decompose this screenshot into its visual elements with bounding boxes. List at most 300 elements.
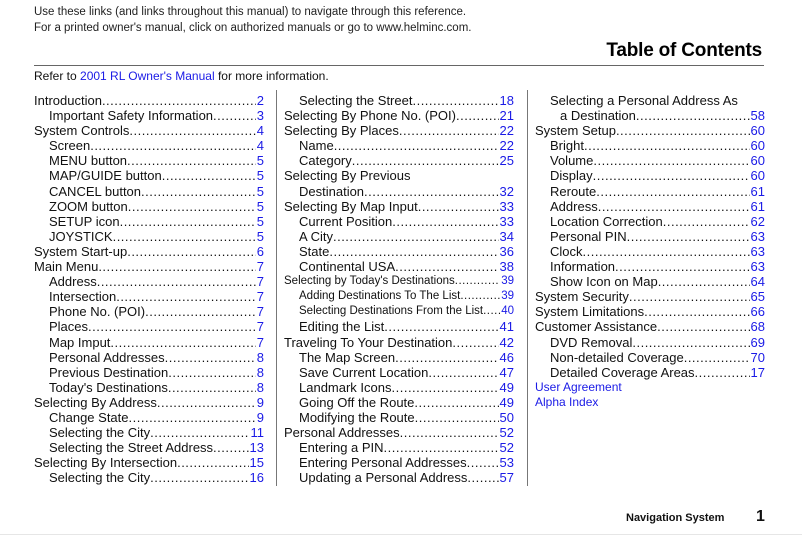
toc-entry-label: Selecting By Address bbox=[34, 394, 157, 410]
toc-entry-label: Selecting the Street bbox=[299, 93, 413, 108]
toc-entry[interactable] bbox=[34, 365, 264, 380]
dot-leader bbox=[395, 350, 498, 365]
dot-leader bbox=[127, 244, 256, 259]
toc-page-link[interactable]: 46 bbox=[499, 349, 514, 365]
toc-entry[interactable] bbox=[34, 440, 264, 455]
toc-page-link[interactable]: 53 bbox=[499, 455, 514, 471]
toc-entry-label: Map Imput bbox=[49, 334, 111, 350]
toc-entry-label: Selecting By Previous bbox=[284, 168, 411, 184]
toc-column-1 bbox=[34, 93, 264, 485]
toc-page-link[interactable]: 7 bbox=[256, 319, 264, 335]
toc-page-link[interactable]: 64 bbox=[750, 274, 765, 290]
dot-leader bbox=[414, 395, 498, 410]
toc-entry[interactable] bbox=[284, 410, 514, 425]
toc-entry-label: Bright bbox=[550, 138, 584, 154]
toc-entry-label: CANCEL button bbox=[49, 183, 142, 199]
toc-page-link[interactable]: 63 bbox=[750, 243, 765, 259]
toc-entry[interactable] bbox=[535, 350, 765, 365]
toc-entry-label: Screen bbox=[49, 138, 91, 154]
toc-entry-label: System Limitations bbox=[535, 304, 645, 320]
toc-entry[interactable] bbox=[34, 289, 264, 304]
toc-entry-label: DVD Removal bbox=[550, 334, 633, 350]
toc-entry-label: System Controls bbox=[34, 123, 130, 139]
dot-leader bbox=[695, 365, 750, 380]
extra-links bbox=[535, 380, 765, 410]
dot-leader bbox=[593, 153, 749, 168]
toc-page-link[interactable]: 66 bbox=[750, 304, 765, 320]
toc-entry-label: Updating a Personal Address bbox=[299, 470, 468, 486]
toc-entry[interactable] bbox=[34, 93, 264, 108]
refer-prefix: Refer to bbox=[34, 69, 81, 83]
toc-page-link[interactable]: 49 bbox=[499, 394, 514, 410]
dot-leader bbox=[113, 229, 256, 244]
toc-entry[interactable] bbox=[34, 470, 264, 485]
toc-entry-label: Current Position bbox=[299, 213, 393, 229]
toc-page-link[interactable]: 61 bbox=[750, 183, 765, 199]
toc-entry[interactable] bbox=[34, 214, 264, 229]
toc-page-link[interactable]: 41 bbox=[499, 319, 514, 335]
toc-page-link[interactable]: 22 bbox=[499, 138, 514, 154]
toc-page-link[interactable]: 25 bbox=[499, 153, 514, 169]
dot-leader bbox=[456, 108, 499, 123]
toc-page-link[interactable]: 7 bbox=[256, 289, 264, 305]
toc-entry-label: Non-detailed Coverage bbox=[550, 349, 684, 365]
toc-entry[interactable] bbox=[535, 335, 765, 350]
toc-entry[interactable] bbox=[284, 455, 514, 470]
toc-page-link[interactable]: 7 bbox=[256, 274, 264, 290]
owners-manual-link[interactable]: 2001 RL Owner's Manual bbox=[80, 69, 215, 83]
toc-page-link[interactable]: 40 bbox=[501, 305, 514, 318]
dot-leader bbox=[392, 380, 499, 395]
toc-page-link[interactable]: 61 bbox=[750, 198, 765, 214]
toc-page-link[interactable]: 21 bbox=[499, 108, 514, 124]
toc-entry-label: Personal Addresses bbox=[49, 349, 165, 365]
dot-leader bbox=[162, 168, 256, 183]
toc-entry-label: Show Icon on Map bbox=[550, 274, 658, 290]
toc-page-link[interactable]: 6 bbox=[256, 243, 264, 259]
toc-entry[interactable] bbox=[284, 395, 514, 410]
toc-page-link[interactable]: 4 bbox=[256, 138, 264, 154]
alpha-index-link[interactable]: Alpha Index bbox=[535, 394, 599, 409]
toc-page-link[interactable]: 22 bbox=[499, 123, 514, 139]
dot-leader bbox=[384, 440, 499, 455]
toc-entry[interactable] bbox=[535, 214, 765, 229]
toc-page-link[interactable]: 47 bbox=[499, 364, 514, 380]
toc-entry-label: Introduction bbox=[34, 93, 102, 108]
toc-entry[interactable] bbox=[535, 229, 765, 244]
dot-leader bbox=[636, 108, 750, 123]
toc-page-link[interactable]: 50 bbox=[499, 409, 514, 425]
dot-leader bbox=[593, 168, 750, 183]
toc-entry[interactable] bbox=[34, 153, 264, 168]
toc-entry-label: Volume bbox=[550, 153, 594, 169]
dot-leader bbox=[629, 289, 750, 304]
toc-entry[interactable] bbox=[34, 425, 264, 440]
toc-page-link[interactable]: 16 bbox=[249, 470, 264, 486]
toc-page-link[interactable]: 17 bbox=[750, 364, 765, 380]
toc-entry-label: Modifying the Route bbox=[299, 409, 415, 425]
toc-entry-label: Previous Destination bbox=[49, 364, 169, 380]
toc-entry-label: Location Correction bbox=[550, 213, 663, 229]
dot-leader bbox=[395, 259, 498, 274]
dot-leader bbox=[168, 365, 256, 380]
toc-entry[interactable] bbox=[284, 335, 514, 350]
dot-leader bbox=[110, 335, 255, 350]
toc-page-link[interactable]: 60 bbox=[750, 138, 765, 154]
toc-entry-label: Detailed Coverage Areas bbox=[550, 364, 695, 380]
toc-entry-label: Save Current Location bbox=[299, 364, 429, 380]
toc-entry-label: Display bbox=[550, 168, 593, 184]
toc-entry-label: Selecting a Personal Address As bbox=[550, 93, 738, 108]
toc-entry-label: ZOOM button bbox=[49, 198, 128, 214]
toc-entry[interactable] bbox=[34, 274, 264, 289]
dot-leader bbox=[90, 138, 256, 153]
toc-entry[interactable] bbox=[535, 123, 765, 138]
dot-leader bbox=[168, 380, 256, 395]
toc-page-link[interactable]: 69 bbox=[750, 334, 765, 350]
toc-entry-label: Phone No. (POI) bbox=[49, 304, 146, 320]
toc-page-link[interactable]: 60 bbox=[750, 153, 765, 169]
toc-page-link[interactable]: 5 bbox=[256, 153, 264, 169]
toc-entry-label: A City bbox=[299, 228, 333, 244]
toc-entry-label: Information bbox=[550, 259, 616, 275]
toc-entry-label: MENU button bbox=[49, 153, 128, 169]
toc-page-link[interactable]: 34 bbox=[499, 228, 514, 244]
dot-leader bbox=[145, 304, 256, 319]
toc-page-link[interactable]: 4 bbox=[256, 123, 264, 139]
dot-leader bbox=[88, 319, 256, 334]
toc-entry-label: Main Menu bbox=[34, 259, 99, 275]
toc-entry-label: The Map Screen bbox=[299, 349, 396, 365]
dot-leader bbox=[658, 274, 750, 289]
refer-suffix: for more information. bbox=[214, 69, 329, 83]
toc-entry[interactable] bbox=[34, 259, 264, 274]
toc-page-link[interactable]: 7 bbox=[256, 334, 264, 350]
dot-leader bbox=[428, 365, 498, 380]
toc-entry[interactable] bbox=[284, 153, 514, 168]
toc-page-link[interactable]: 68 bbox=[750, 319, 765, 335]
toc-entry[interactable] bbox=[284, 380, 514, 395]
toc-entry-label: Category bbox=[299, 153, 352, 169]
toc-entry-label: Selecting By Phone No. (POI) bbox=[284, 108, 456, 124]
dot-leader bbox=[584, 138, 750, 153]
toc-entry[interactable] bbox=[535, 304, 765, 319]
toc-entry[interactable] bbox=[34, 335, 264, 350]
refer-line bbox=[34, 68, 329, 84]
toc-entry[interactable] bbox=[34, 229, 264, 244]
toc-entry-label: SETUP icon bbox=[49, 213, 120, 229]
toc-entry-label: Selecting By Map Input bbox=[284, 198, 418, 214]
toc-column-2 bbox=[284, 93, 514, 485]
dot-leader bbox=[644, 304, 749, 319]
dot-leader bbox=[129, 410, 256, 425]
toc-entry[interactable] bbox=[34, 410, 264, 425]
toc-entry[interactable] bbox=[535, 259, 765, 274]
dot-leader bbox=[467, 470, 498, 485]
dot-leader bbox=[627, 229, 750, 244]
toc-entry[interactable] bbox=[284, 123, 514, 138]
user-agreement-link[interactable]: User Agreement bbox=[535, 379, 622, 394]
toc-page-link[interactable]: 5 bbox=[256, 228, 264, 244]
toc-entry-label: Traveling To Your Destination bbox=[284, 334, 453, 350]
dot-leader bbox=[615, 259, 749, 274]
dot-leader bbox=[598, 199, 750, 214]
toc-entry-label: System Security bbox=[535, 289, 629, 305]
toc-page-link[interactable]: 70 bbox=[750, 349, 765, 365]
dot-leader bbox=[127, 153, 256, 168]
toc-entry[interactable] bbox=[535, 365, 765, 380]
toc-page-link[interactable]: 8 bbox=[256, 349, 264, 365]
toc-entry[interactable] bbox=[284, 319, 514, 334]
toc-entry-label: MAP/GUIDE button bbox=[49, 168, 162, 184]
toc-page-link[interactable]: 7 bbox=[256, 304, 264, 320]
toc-entry[interactable] bbox=[34, 350, 264, 365]
toc-page-link[interactable]: 32 bbox=[499, 183, 514, 199]
column-divider bbox=[527, 90, 528, 486]
toc-entry-label: State bbox=[299, 243, 330, 259]
toc-entry-label: Landmark Icons bbox=[299, 379, 392, 395]
dot-leader bbox=[392, 214, 498, 229]
toc-page-link[interactable]: 36 bbox=[499, 243, 514, 259]
toc-page-link[interactable]: 38 bbox=[499, 259, 514, 275]
toc-entry[interactable] bbox=[284, 138, 514, 153]
toc-entry[interactable] bbox=[535, 289, 765, 304]
toc-entry-label: Customer Assistance bbox=[535, 319, 658, 335]
intro-line-2: For a printed owner's manual, click on authorized manuals or go to www.helminc.com. bbox=[34, 22, 472, 34]
toc-entry-label: Selecting By Intersection bbox=[34, 455, 178, 471]
toc-entry[interactable] bbox=[284, 184, 514, 199]
toc-entry[interactable] bbox=[34, 123, 264, 138]
toc-entry[interactable] bbox=[535, 274, 765, 289]
toc-page-link[interactable]: 2 bbox=[256, 93, 264, 108]
toc-entry[interactable] bbox=[284, 259, 514, 274]
dot-leader bbox=[467, 455, 499, 470]
dot-leader bbox=[157, 395, 256, 410]
toc-page-link[interactable]: 58 bbox=[750, 108, 765, 124]
dot-leader bbox=[129, 123, 255, 138]
toc-entry[interactable] bbox=[34, 380, 264, 395]
toc-page-link[interactable]: 5 bbox=[256, 213, 264, 229]
toc-entry[interactable] bbox=[535, 199, 765, 214]
dot-leader bbox=[460, 289, 500, 304]
toc-entry[interactable] bbox=[34, 455, 264, 470]
toc-page-link[interactable]: 11 bbox=[250, 425, 264, 441]
footer-page-number: 1 bbox=[756, 508, 765, 525]
toc-entry[interactable] bbox=[34, 138, 264, 153]
toc-entry[interactable] bbox=[535, 108, 765, 123]
toc-entry[interactable] bbox=[535, 168, 765, 183]
toc-entry-label: Address bbox=[550, 198, 598, 214]
page-title: Table of Contents bbox=[606, 40, 762, 61]
toc-entry-label: Name bbox=[299, 138, 334, 154]
toc-page-link[interactable]: 52 bbox=[499, 425, 514, 441]
toc-entry-label: Editing the List bbox=[299, 319, 385, 335]
toc-entry[interactable] bbox=[535, 184, 765, 199]
dot-leader bbox=[632, 335, 749, 350]
footer-label: Navigation System bbox=[626, 512, 725, 524]
toc-page-link[interactable]: 33 bbox=[499, 198, 514, 214]
toc-entry[interactable] bbox=[284, 93, 514, 108]
dot-leader bbox=[663, 214, 750, 229]
dot-leader bbox=[116, 289, 256, 304]
toc-entry-label: Important Safety Information bbox=[49, 108, 214, 124]
toc-entry-label: Entering Personal Addresses bbox=[299, 455, 467, 471]
toc-entry[interactable] bbox=[535, 244, 765, 259]
toc-entry[interactable] bbox=[284, 440, 514, 455]
toc-page-link[interactable]: 3 bbox=[256, 108, 264, 124]
toc-entry[interactable] bbox=[284, 274, 514, 289]
toc-entry[interactable] bbox=[284, 108, 514, 123]
toc-page-link[interactable]: 60 bbox=[750, 123, 765, 139]
toc-entry[interactable] bbox=[284, 350, 514, 365]
toc-entry-label: System Setup bbox=[535, 123, 616, 139]
intro-text bbox=[34, 4, 471, 36]
dot-leader bbox=[352, 153, 499, 168]
toc-page-link[interactable]: 39 bbox=[501, 290, 514, 303]
toc-entry[interactable] bbox=[34, 304, 264, 319]
toc-page-link[interactable]: 9 bbox=[256, 409, 264, 425]
toc-entry[interactable] bbox=[535, 319, 765, 334]
toc-entry-label: Entering a PIN bbox=[299, 440, 384, 456]
dot-leader bbox=[97, 274, 256, 289]
toc-page-link[interactable]: 60 bbox=[750, 168, 765, 184]
toc-entry[interactable] bbox=[34, 319, 264, 334]
toc-entry-label: Intersection bbox=[49, 289, 117, 305]
toc-entry[interactable] bbox=[284, 229, 514, 244]
dot-leader bbox=[412, 93, 498, 108]
toc-page-link[interactable]: 42 bbox=[499, 334, 514, 350]
dot-leader bbox=[684, 350, 750, 365]
toc-entry[interactable] bbox=[284, 244, 514, 259]
toc-page-link[interactable]: 7 bbox=[256, 259, 264, 275]
toc-page-link[interactable]: 63 bbox=[750, 259, 765, 275]
dot-leader bbox=[596, 184, 749, 199]
toc-entry-label: Selecting By Places bbox=[284, 123, 399, 139]
toc-entry[interactable] bbox=[284, 304, 514, 319]
toc-entry[interactable] bbox=[34, 199, 264, 214]
toc-entry[interactable] bbox=[284, 470, 514, 485]
toc-entry[interactable] bbox=[284, 365, 514, 380]
dot-leader bbox=[213, 440, 248, 455]
toc-entry-label: Destination bbox=[299, 183, 365, 199]
dot-leader bbox=[364, 184, 498, 199]
toc-entry[interactable] bbox=[34, 168, 264, 183]
toc-entry-label: Selecting the Street Address bbox=[49, 440, 214, 456]
toc-entry-label: Selecting by Today's Destinations bbox=[284, 275, 455, 288]
toc-entry-label: Places bbox=[49, 319, 89, 335]
toc-entry[interactable] bbox=[535, 153, 765, 168]
toc-page-link[interactable]: 49 bbox=[499, 379, 514, 395]
title-rule bbox=[34, 65, 764, 66]
toc-entry-label: Clock bbox=[550, 243, 583, 259]
toc-entry-label: a Destination bbox=[560, 108, 636, 124]
toc-entry[interactable] bbox=[284, 425, 514, 440]
column-divider bbox=[276, 90, 277, 486]
dot-leader bbox=[334, 138, 499, 153]
toc-entry bbox=[284, 168, 514, 183]
dot-leader bbox=[329, 244, 498, 259]
toc-entry[interactable] bbox=[284, 289, 514, 304]
toc-entry-label: JOYSTICK bbox=[49, 228, 113, 244]
toc-page-link[interactable]: 52 bbox=[499, 440, 514, 456]
dot-leader bbox=[213, 108, 256, 123]
dot-leader bbox=[400, 425, 499, 440]
toc-page-link[interactable]: 5 bbox=[256, 183, 264, 199]
toc-page-link[interactable]: 15 bbox=[249, 455, 264, 471]
dot-leader bbox=[399, 123, 499, 138]
dot-leader bbox=[150, 425, 249, 440]
toc-entry-label: Personal Addresses bbox=[284, 425, 400, 441]
toc-entry-label: Selecting Destinations From the List bbox=[299, 305, 484, 318]
toc-entry[interactable] bbox=[34, 108, 264, 123]
toc-entry-label: System Start-up bbox=[34, 243, 128, 259]
dot-leader bbox=[128, 199, 256, 214]
toc-entry-label: Selecting the City bbox=[49, 425, 151, 441]
dot-leader bbox=[102, 93, 256, 108]
toc-page-link[interactable]: 18 bbox=[499, 93, 514, 108]
toc-entry[interactable] bbox=[34, 244, 264, 259]
toc-entry bbox=[535, 93, 765, 108]
dot-leader bbox=[415, 410, 499, 425]
dot-leader bbox=[452, 335, 498, 350]
page-edge bbox=[0, 534, 802, 535]
toc-entry-label: Selecting the City bbox=[49, 470, 151, 486]
toc-page-link[interactable]: 62 bbox=[750, 213, 765, 229]
dot-leader bbox=[177, 455, 248, 470]
toc-entry-label: Personal PIN bbox=[550, 228, 627, 244]
toc-page-link[interactable]: 5 bbox=[256, 168, 264, 184]
toc-entry[interactable] bbox=[535, 138, 765, 153]
toc-entry[interactable] bbox=[34, 395, 264, 410]
toc-entry-label: Change State bbox=[49, 409, 129, 425]
toc-entry-label: Adding Destinations To The List bbox=[299, 290, 461, 303]
dot-leader bbox=[616, 123, 750, 138]
dot-leader bbox=[150, 470, 248, 485]
toc-page-link[interactable]: 33 bbox=[499, 213, 514, 229]
toc-entry-label: Continental USA bbox=[299, 259, 396, 275]
toc-entry[interactable] bbox=[34, 184, 264, 199]
intro-line-1: Use these links (and links throughout this manual) to navigate through this reference. bbox=[34, 6, 467, 18]
toc-page-link[interactable]: 63 bbox=[750, 228, 765, 244]
toc-entry[interactable] bbox=[284, 214, 514, 229]
dot-leader bbox=[333, 229, 499, 244]
toc-page-link[interactable]: 5 bbox=[256, 198, 264, 214]
dot-leader bbox=[165, 350, 256, 365]
toc-page-link[interactable]: 8 bbox=[256, 379, 264, 395]
dot-leader bbox=[418, 199, 499, 214]
toc-entry-label: Today's Destinations bbox=[49, 379, 168, 395]
toc-entry-label: Reroute bbox=[550, 183, 597, 199]
toc-page-link[interactable]: 9 bbox=[256, 394, 264, 410]
toc-entry[interactable] bbox=[284, 199, 514, 214]
dot-leader bbox=[455, 274, 500, 289]
toc-page-link[interactable]: 13 bbox=[249, 440, 264, 456]
toc-page-link[interactable]: 39 bbox=[501, 275, 514, 288]
toc-entry-label: Address bbox=[49, 274, 97, 290]
toc-page-link[interactable]: 57 bbox=[499, 470, 514, 486]
toc-page-link[interactable]: 65 bbox=[750, 289, 765, 305]
dot-leader bbox=[583, 244, 750, 259]
toc-column-3 bbox=[535, 93, 765, 410]
toc-page-link[interactable]: 8 bbox=[256, 364, 264, 380]
dot-leader bbox=[141, 184, 256, 199]
dot-leader bbox=[120, 214, 256, 229]
dot-leader bbox=[98, 259, 255, 274]
dot-leader bbox=[657, 319, 749, 334]
dot-leader bbox=[384, 319, 498, 334]
dot-leader bbox=[483, 304, 500, 319]
toc-entry-label: Going Off the Route bbox=[299, 394, 415, 410]
